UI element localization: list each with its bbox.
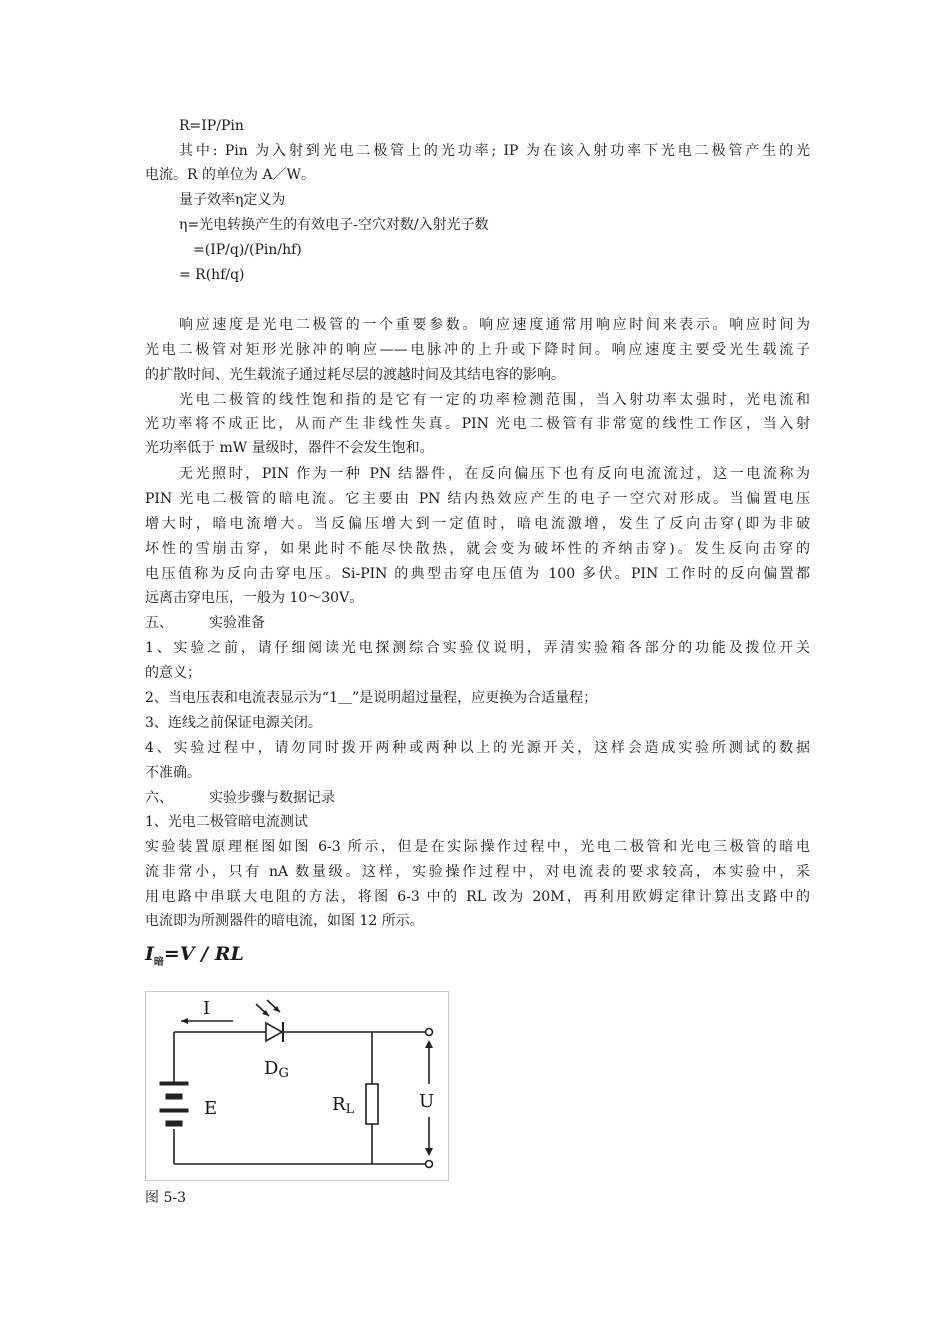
- section5-item-1-cont: 的意义；: [145, 665, 201, 681]
- dark-current-formula: [145, 943, 244, 968]
- section5-heading: [145, 611, 265, 635]
- section6-title: 实验步骤与数据记录: [209, 790, 335, 806]
- resistor-rl: [366, 1084, 378, 1124]
- section5-item-1: 1、实验之前，请仔细阅读光电探测综合实验仪说明，弄清实验箱各部分的功能及拨位开关: [145, 640, 810, 656]
- circuit-diagram: [145, 991, 449, 1181]
- speed-line-2: 光电二极管对矩形光脉冲的响应——电脉冲的上升或下降时间。响应速度主要受光生载流子: [145, 342, 810, 358]
- u-arrowhead-up: [425, 1040, 433, 1048]
- formula-rhs: =V / RL: [163, 943, 244, 965]
- dark-line-3: 增大时，暗电流增大。当反偏压增大到一定值时，暗电流激增，发生了反向击穿(即为非破: [145, 516, 810, 532]
- section6-line-2: 流非常小，只有 nA 数量级。这样，实验操作过程中，对电流表的要求较高，本实验中，采: [145, 864, 810, 880]
- intro-line-2: 电流。R 的单位为 A／W。: [145, 167, 315, 183]
- photodiode: [266, 1023, 282, 1041]
- battery-plate-4: [166, 1121, 182, 1126]
- section5-item-4: 4、实验过程中，请勿同时拨开两种或两种以上的光源开关，这样会造成实验所测试的数据: [145, 740, 810, 756]
- dark-line-5: 电压值称为反向击穿电压。Si-PIN 的典型击穿电压值为 100 多伏。PIN 工作时的反向偏置都: [145, 566, 810, 582]
- dark-line-6: 远离击穿电压，一般为 10～30V。: [145, 590, 364, 606]
- section6-line-3: 用电路中串联大电阻的方法，将图 6-3 中的 RL 改为 20M，再利用欧姆定律计算出支路中的: [145, 889, 810, 905]
- u-arrowhead-down: [425, 1148, 433, 1156]
- speed-line-3: 的扩散时间、光生载流子通过耗尽层的渡越时间及其结电容的影响。: [145, 367, 565, 383]
- linear-line-3: 光功率低于 mW 量级时，器件不会发生饱和。: [145, 440, 434, 456]
- linear-line-1: 光电二极管的线性饱和指的是它有一定的功率检测范围，当入射功率太强时，光电流和: [179, 392, 810, 408]
- terminal-bottom: [426, 1161, 433, 1168]
- battery-plate-3: [160, 1109, 188, 1112]
- section6-line-1: 实验装置原理框图如图 6-3 所示，但是在实际操作过程中，光电二极管和光电三极管的暗电: [145, 839, 810, 855]
- dark-line-2: PIN 光电二极管的暗电流。它主要由 PN 结内热效应产生的电子一空穴对形成。当偏置电压: [145, 491, 810, 507]
- battery-plate-1: [160, 1082, 188, 1085]
- eta-eq1: =(IP/q)/(Pin/hf): [193, 242, 302, 258]
- circuit-svg: [146, 992, 448, 1180]
- label-resistor: RL: [332, 1094, 355, 1117]
- section6-line-4: 电流即为所测器件的暗电流，如图 12 所示。: [145, 913, 424, 929]
- eta-label: 量子效率η定义为: [179, 192, 286, 208]
- label-voltage: U: [419, 1091, 435, 1112]
- section6-number: 六、: [145, 790, 173, 806]
- section6-sub1: 1、光电二极管暗电流测试: [145, 814, 308, 830]
- section5-number: 五、: [145, 615, 173, 631]
- section5-item-4-cont: 不准确。: [145, 765, 201, 781]
- battery-plate-2: [166, 1094, 182, 1099]
- label-diode: DG: [264, 1058, 289, 1081]
- speed-line-1: 响应速度是光电二极管的一个重要参数。响应速度通常用响应时间来表示。响应时间为: [179, 317, 810, 333]
- dark-line-4: 坏性的雪崩击穿，如果此时不能尽快散热，就会变为破坏性的齐纳击穿)。发生反向击穿的: [145, 541, 810, 557]
- formula-lhs: I: [145, 943, 154, 965]
- section6-heading: [145, 786, 335, 810]
- section5-item-2: 2、当电压表和电流表显示为“1＿”是说明超过量程，应更换为合适量程；: [145, 690, 598, 706]
- eta-def: η=光电转换产生的有效电子-空穴对数/入射光子数: [179, 217, 489, 233]
- eta-eq2: = R(hf/q): [179, 267, 245, 283]
- current-arrowhead: [181, 1018, 188, 1024]
- linear-line-2: 光功率将不成正比，从而产生非线性失真。PIN 光电二极管有非常宽的线性工作区，当入射: [145, 416, 810, 432]
- section5-item-3: 3、连线之前保证电源关闭。: [145, 715, 322, 731]
- label-source: E: [204, 1098, 218, 1119]
- terminal-top: [426, 1029, 433, 1036]
- formula-r: R=IP/Pin: [179, 118, 244, 134]
- formula-subscript: 暗: [153, 956, 164, 968]
- label-current: I: [203, 998, 211, 1019]
- section5-title: 实验准备: [209, 615, 265, 631]
- figure-caption: 图 5-3: [145, 1190, 186, 1206]
- dark-line-1: 无光照时，PIN 作为一种 PN 结器件，在反向偏压下也有反向电流流过，这一电流称为: [179, 466, 810, 482]
- intro-line-1: 其中: Pin 为入射到光电二极管上的光功率; IP 为在该入射功率下光电二极管产生的光: [179, 143, 810, 159]
